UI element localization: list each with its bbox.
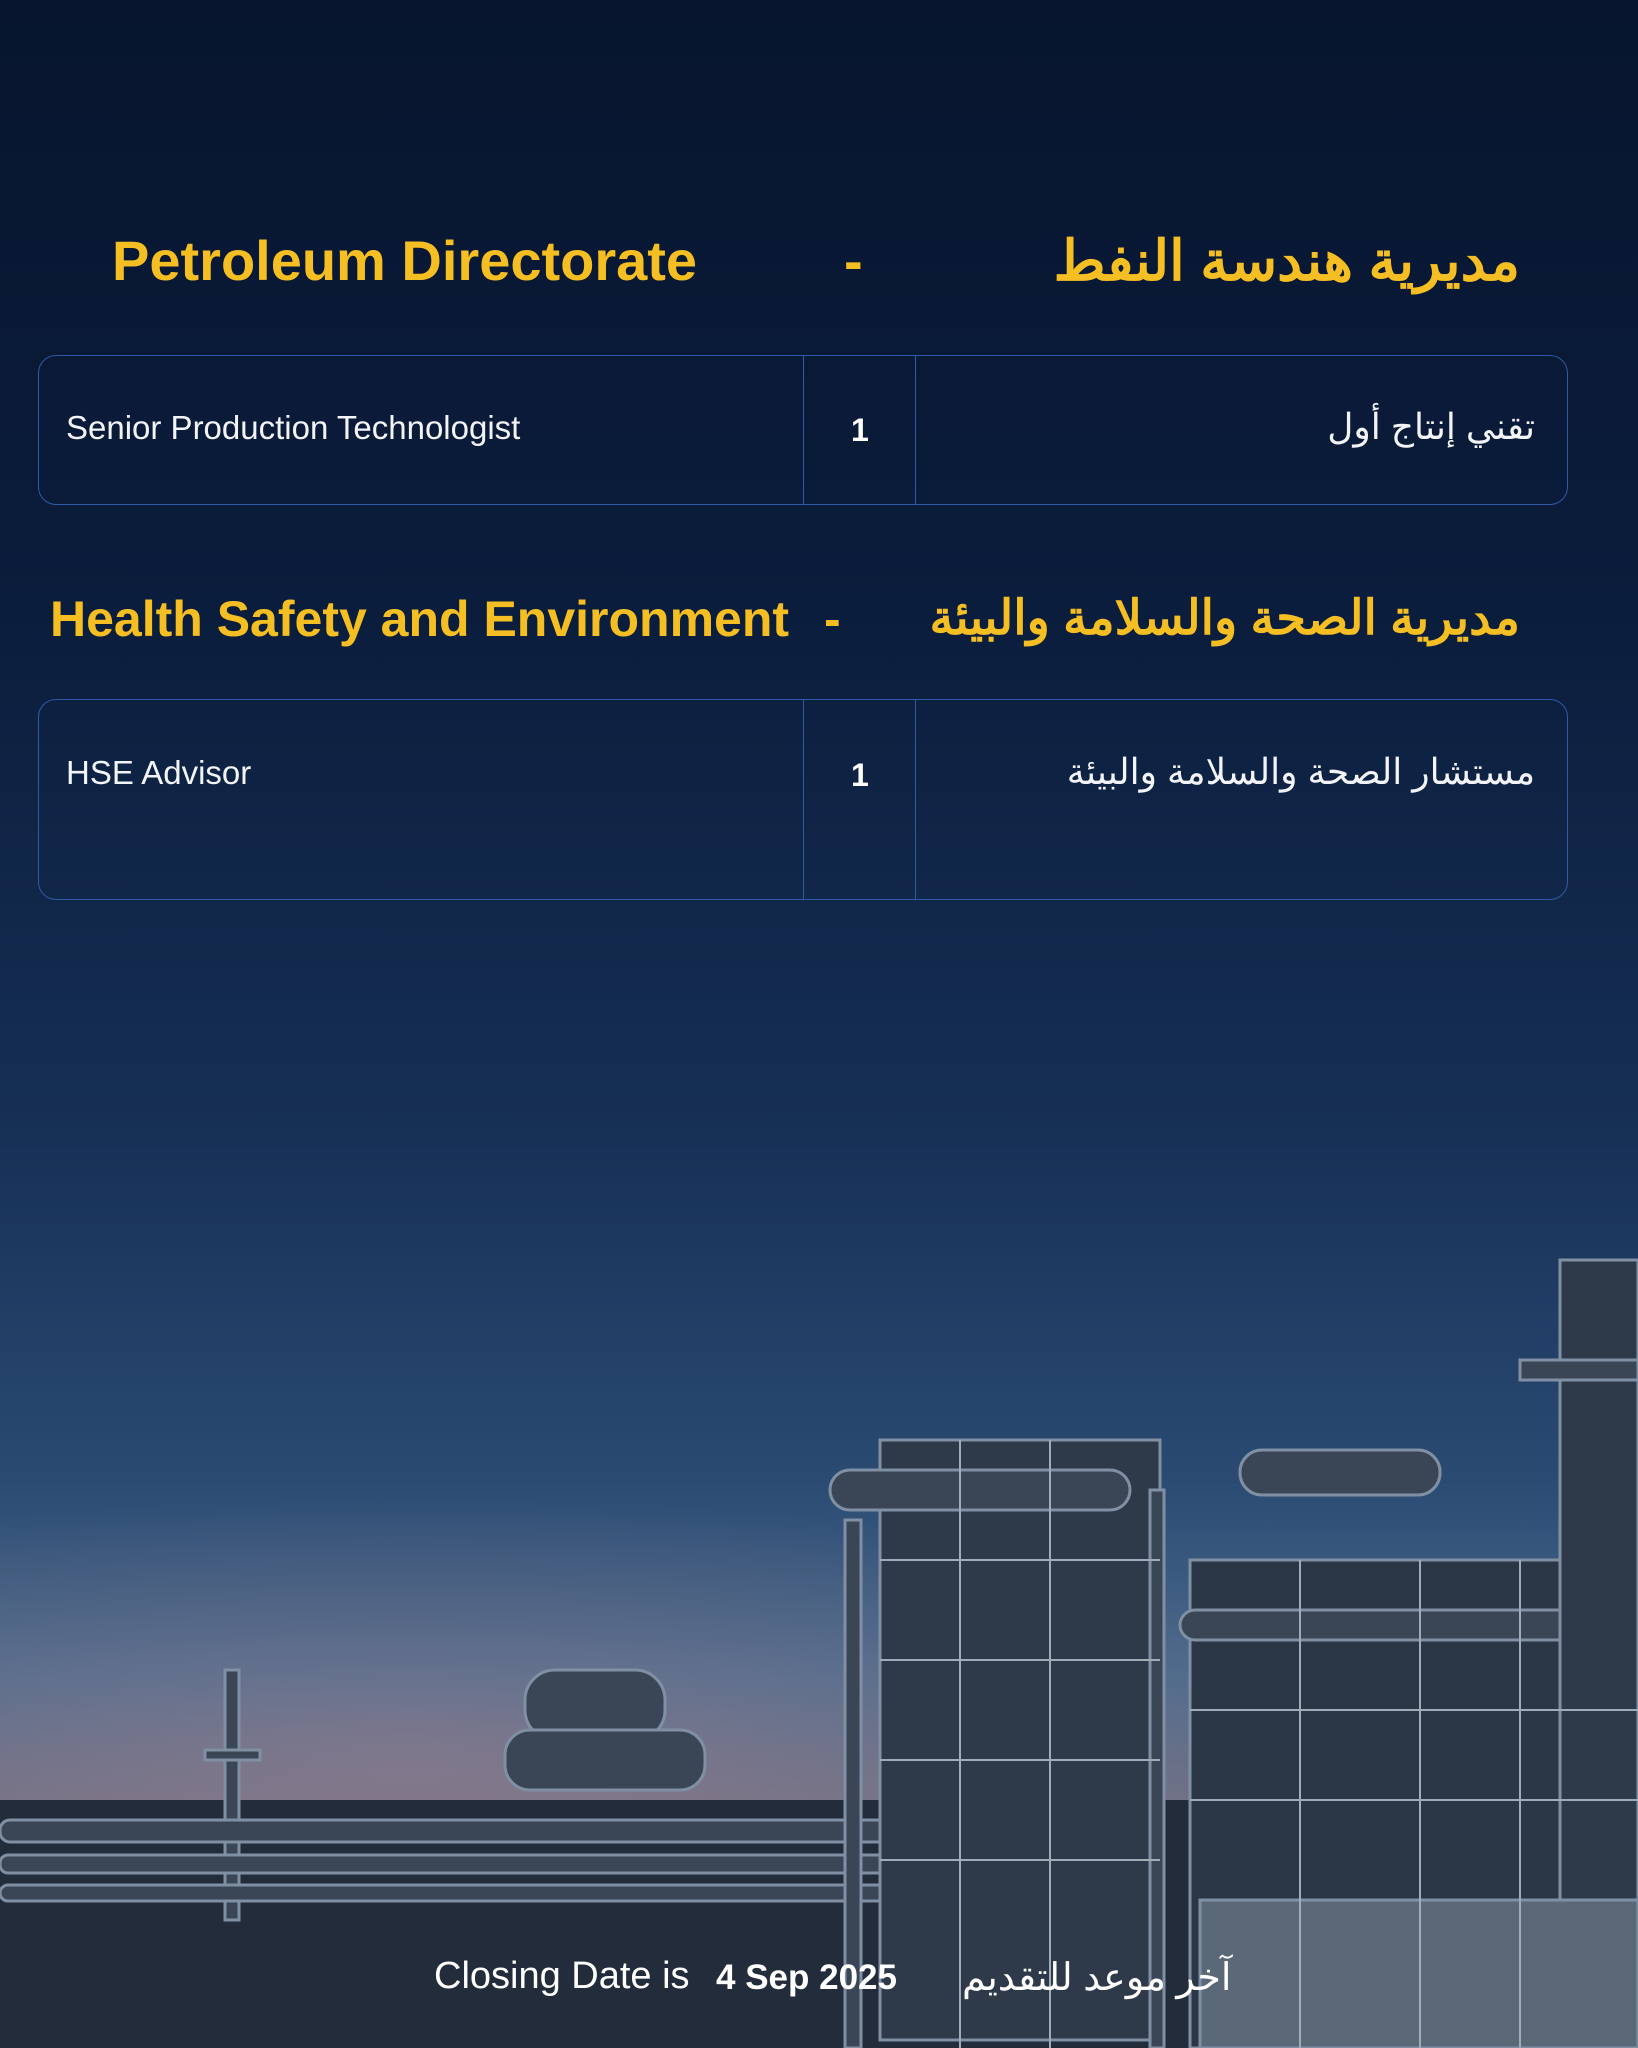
closing-date-label-ar: آخر موعد للتقديم <box>962 1957 1232 1999</box>
closing-date-value: 4 Sep 2025 <box>716 1958 897 1997</box>
vacancy-count: 1 <box>851 757 869 793</box>
job-title-en: Senior Production Technologist <box>66 409 521 446</box>
job-table-hse <box>38 699 1568 900</box>
section-title-ar: مديرية الصحة والسلامة والبيئة <box>929 592 1520 645</box>
job-title-ar: تقني إنتاج أول <box>1327 406 1535 447</box>
refinery-illustration <box>0 1240 1638 2048</box>
job-table-petroleum <box>38 355 1568 505</box>
column-divider <box>915 700 916 899</box>
section-separator: - <box>844 229 863 292</box>
column-divider <box>803 356 804 504</box>
section-heading-hse <box>0 590 1638 670</box>
section-title-en: Health Safety and Environment <box>50 591 790 647</box>
job-title-ar: مستشار الصحة والسلامة والبيئة <box>1066 751 1535 792</box>
vacancy-count: 1 <box>851 412 869 448</box>
column-divider <box>915 356 916 504</box>
section-title-en: Petroleum Directorate <box>112 229 698 292</box>
section-heading-petroleum <box>0 228 1638 308</box>
section-separator: - <box>824 591 841 647</box>
closing-date-label: Closing Date is <box>434 1955 690 1997</box>
closing-date-footer <box>0 1955 1638 2015</box>
section-title-ar: مديرية هندسة النفط <box>1053 229 1520 292</box>
job-title-en: HSE Advisor <box>66 754 252 791</box>
column-divider <box>803 700 804 899</box>
